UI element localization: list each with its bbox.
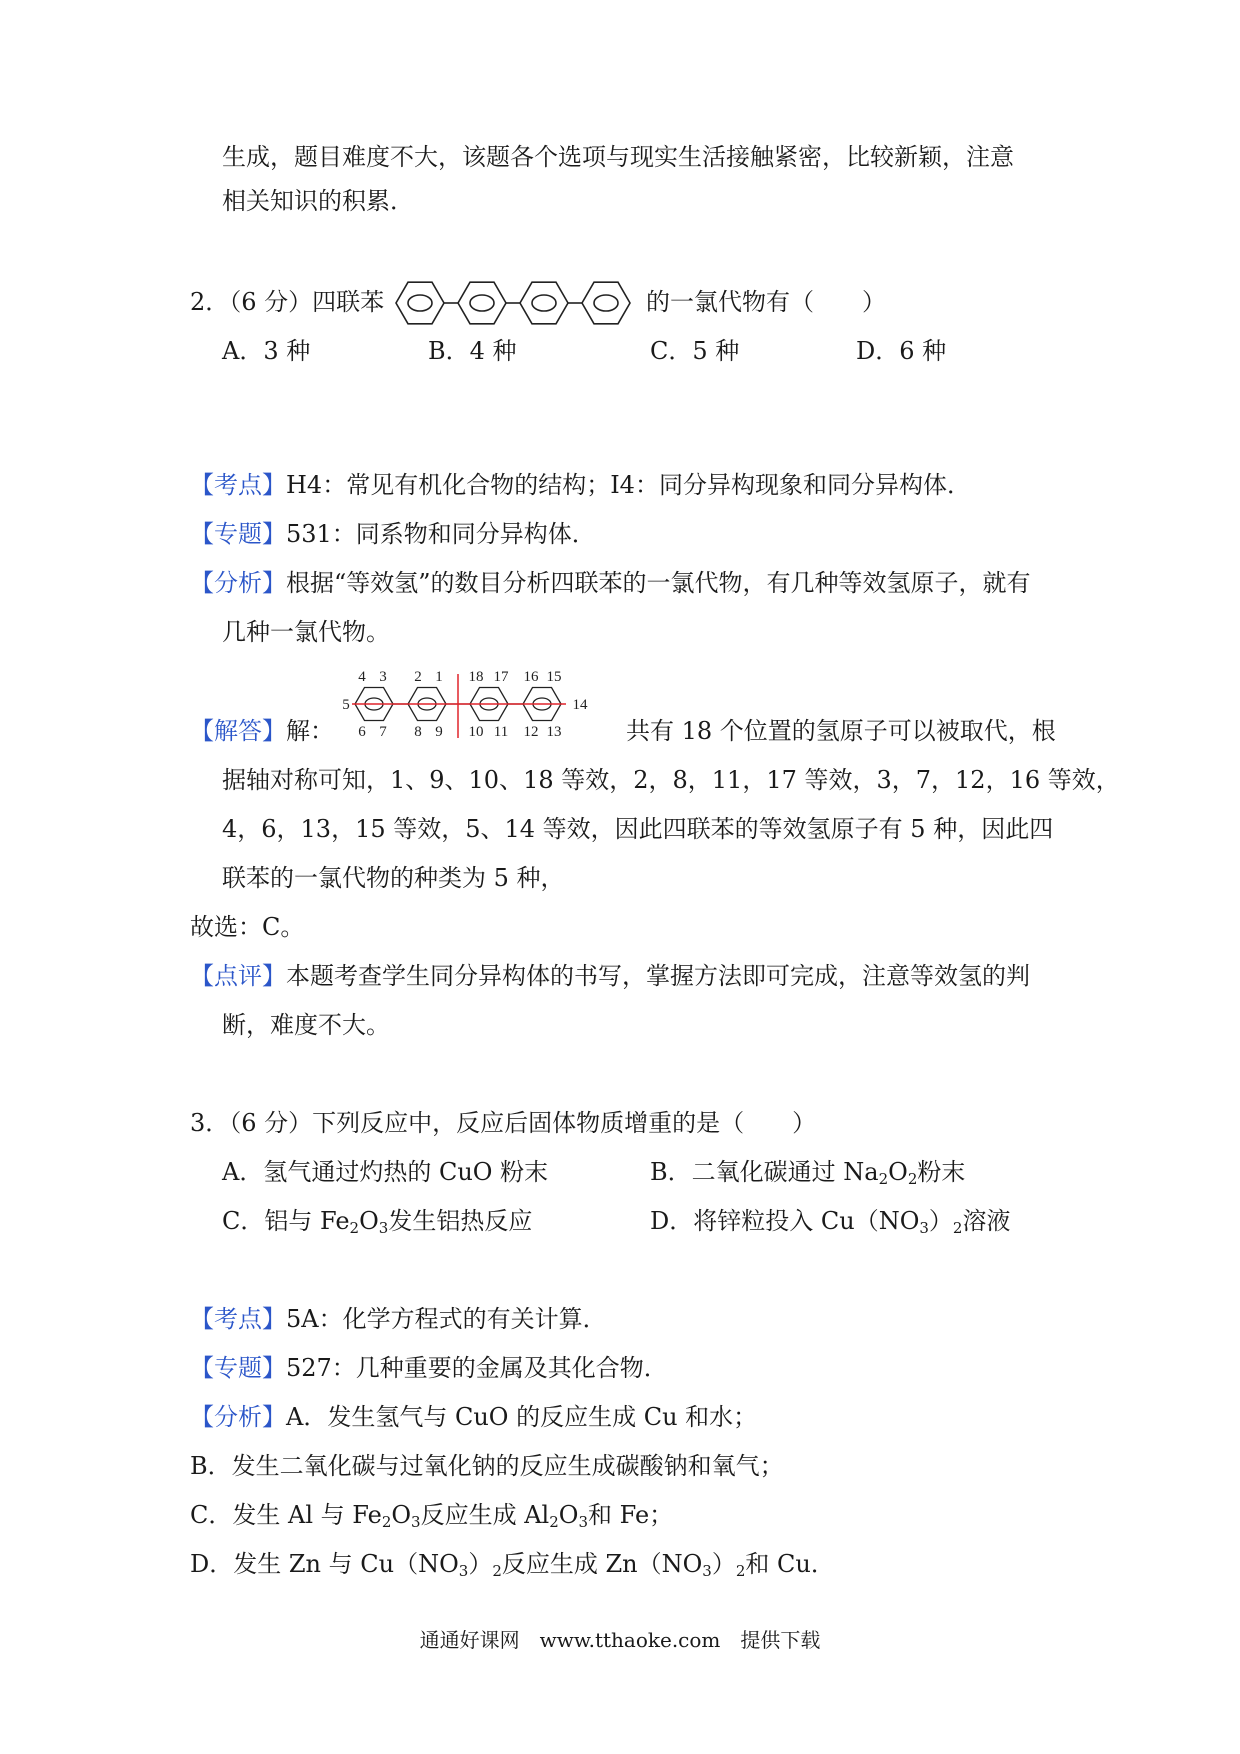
q2-dianping <box>190 959 1030 993</box>
q2-option-b: B．4 种 <box>428 337 517 365</box>
label-2: 2 <box>414 669 422 685</box>
q3-zhuanti-text: 527：几种重要的金属及其化合物． <box>286 1354 668 1382</box>
quaterphenyl-structure <box>394 270 644 336</box>
q2-jieda-text-4: 联苯的一氯代物的种类为 5 种， <box>222 864 565 892</box>
label-7: 7 <box>379 724 387 740</box>
q2-dianping-text-1: 本题考查学生同分异构体的书写，掌握方法即可完成，注意等效氢的判 <box>286 962 1030 990</box>
page-footer: 通通好课网 www.tthaoke.com 提供下载 <box>419 1628 821 1652</box>
q2-jieda <box>190 714 334 748</box>
q3-zhuanti <box>190 1351 668 1385</box>
q2-answer: 故选：C。 <box>190 913 305 941</box>
label-14: 14 <box>572 697 588 713</box>
q2-fenxi-text-2: 几种一氯代物。 <box>222 618 390 646</box>
label-5: 5 <box>342 697 350 713</box>
fenxi-tag: 【分析】 <box>190 1403 286 1431</box>
label-6: 6 <box>358 724 366 740</box>
label-15: 15 <box>546 669 562 685</box>
label-8: 8 <box>414 724 422 740</box>
q2-option-c: C．5 种 <box>650 337 740 365</box>
benzene-ring-4 <box>582 282 630 324</box>
q2-option-a: A．3 种 <box>222 337 311 365</box>
q3-option-b: B．二氧化碳通过 $Na_2O_2$粉末 <box>650 1158 966 1188</box>
fenxi-tag: 【分析】 <box>190 569 286 597</box>
dianping-tag: 【点评】 <box>190 962 286 990</box>
q3-option-a: A．氢气通过灼热的 CuO 粉末 <box>222 1158 549 1186</box>
label-3: 3 <box>379 669 387 685</box>
q2-zhuanti-text: 531：同系物和同分异构体． <box>286 520 596 548</box>
q3-fenxi-c: C．发生 Al 与 $Fe_2O_3$反应生成 $Al_2O_3$和 Fe； <box>190 1501 674 1531</box>
q3-fenxi-d: D．发生 Zn 与 $Cu(NO_3)_2$反应生成 $Zn(NO_3)_2$和 Cu． <box>190 1550 835 1580</box>
q2-jieda-prefix: 解： <box>286 717 334 745</box>
q2-stem-tail: 的一氯代物有（ ） <box>646 288 886 316</box>
q3-option-d: D．将锌粒投入 $Cu(NO_3)_2$溶液 <box>650 1207 1011 1237</box>
label-10: 10 <box>468 724 484 740</box>
q2-kaodian <box>190 468 971 502</box>
zhuanti-tag: 【专题】 <box>190 520 286 548</box>
q3-option-c: C．铝与 $Fe_2O_3$发生铝热反应 <box>222 1207 533 1237</box>
label-13: 13 <box>546 724 562 740</box>
label-17: 17 <box>493 669 509 685</box>
kaodian-tag: 【考点】 <box>190 1305 286 1333</box>
q3-fenxi <box>190 1400 757 1434</box>
q2-zhuanti <box>190 517 596 551</box>
q2-kaodian-text: H4：常见有机化合物的结构；I4：同分异构现象和同分异构体． <box>286 471 971 499</box>
q2-dianping-text-2: 断，难度不大。 <box>222 1011 390 1039</box>
label-16: 16 <box>523 669 539 685</box>
q2-stem <box>190 285 384 319</box>
label-9: 9 <box>435 724 443 740</box>
label-11: 11 <box>493 724 509 740</box>
q2-fenxi <box>190 566 1031 600</box>
label-12: 12 <box>523 724 539 740</box>
q2-fenxi-text-1: 根据“等效氢”的数目分析四联苯的一氯代物，有几种等效氢原子，就有 <box>286 569 1031 597</box>
kaodian-tag: 【考点】 <box>190 471 286 499</box>
label-4: 4 <box>358 669 366 685</box>
jieda-tag: 【解答】 <box>190 717 286 745</box>
label-18: 18 <box>468 669 484 685</box>
q3-fenxi-a: A．发生氢气与 CuO 的反应生成 Cu 和水； <box>286 1403 758 1431</box>
zhuanti-tag: 【专题】 <box>190 1354 286 1382</box>
q2-number: 2．（6 分）四联苯 <box>190 288 385 316</box>
q3-kaodian-text: 5A：化学方程式的有关计算． <box>286 1305 607 1333</box>
q2-jieda-text-1: 共有 18 个位置的氢原子可以被取代，根 <box>626 717 1056 745</box>
benzene-ring-2 <box>458 282 506 324</box>
prev-answer-line-2: 相关知识的积累． <box>222 187 414 215</box>
q3-fenxi-b: B．发生二氧化碳与过氧化钠的反应生成碳酸钠和氧气； <box>190 1452 784 1480</box>
benzene-ring-1 <box>396 282 444 324</box>
q2-option-d: D．6 种 <box>856 337 947 365</box>
q2-jieda-text-2: 据轴对称可知，1、9、10、18 等效，2，8，11，17 等效，3，7，12，16 等效， <box>222 766 1120 794</box>
q2-jieda-text-3: 4，6，13，15 等效，5、14 等效，因此四联苯的等效氢原子有 5 种，因此四 <box>222 815 1054 843</box>
prev-answer-line-1: 生成，题目难度不大，该题各个选项与现实生活接触紧密，比较新颖，注意 <box>222 143 1014 171</box>
numbered-quaterphenyl-diagram <box>338 660 624 748</box>
label-1: 1 <box>435 669 443 685</box>
q3-stem: 3．（6 分）下列反应中，反应后固体物质增重的是（ ） <box>190 1109 817 1137</box>
benzene-ring-3 <box>520 282 568 324</box>
q3-kaodian <box>190 1302 607 1336</box>
